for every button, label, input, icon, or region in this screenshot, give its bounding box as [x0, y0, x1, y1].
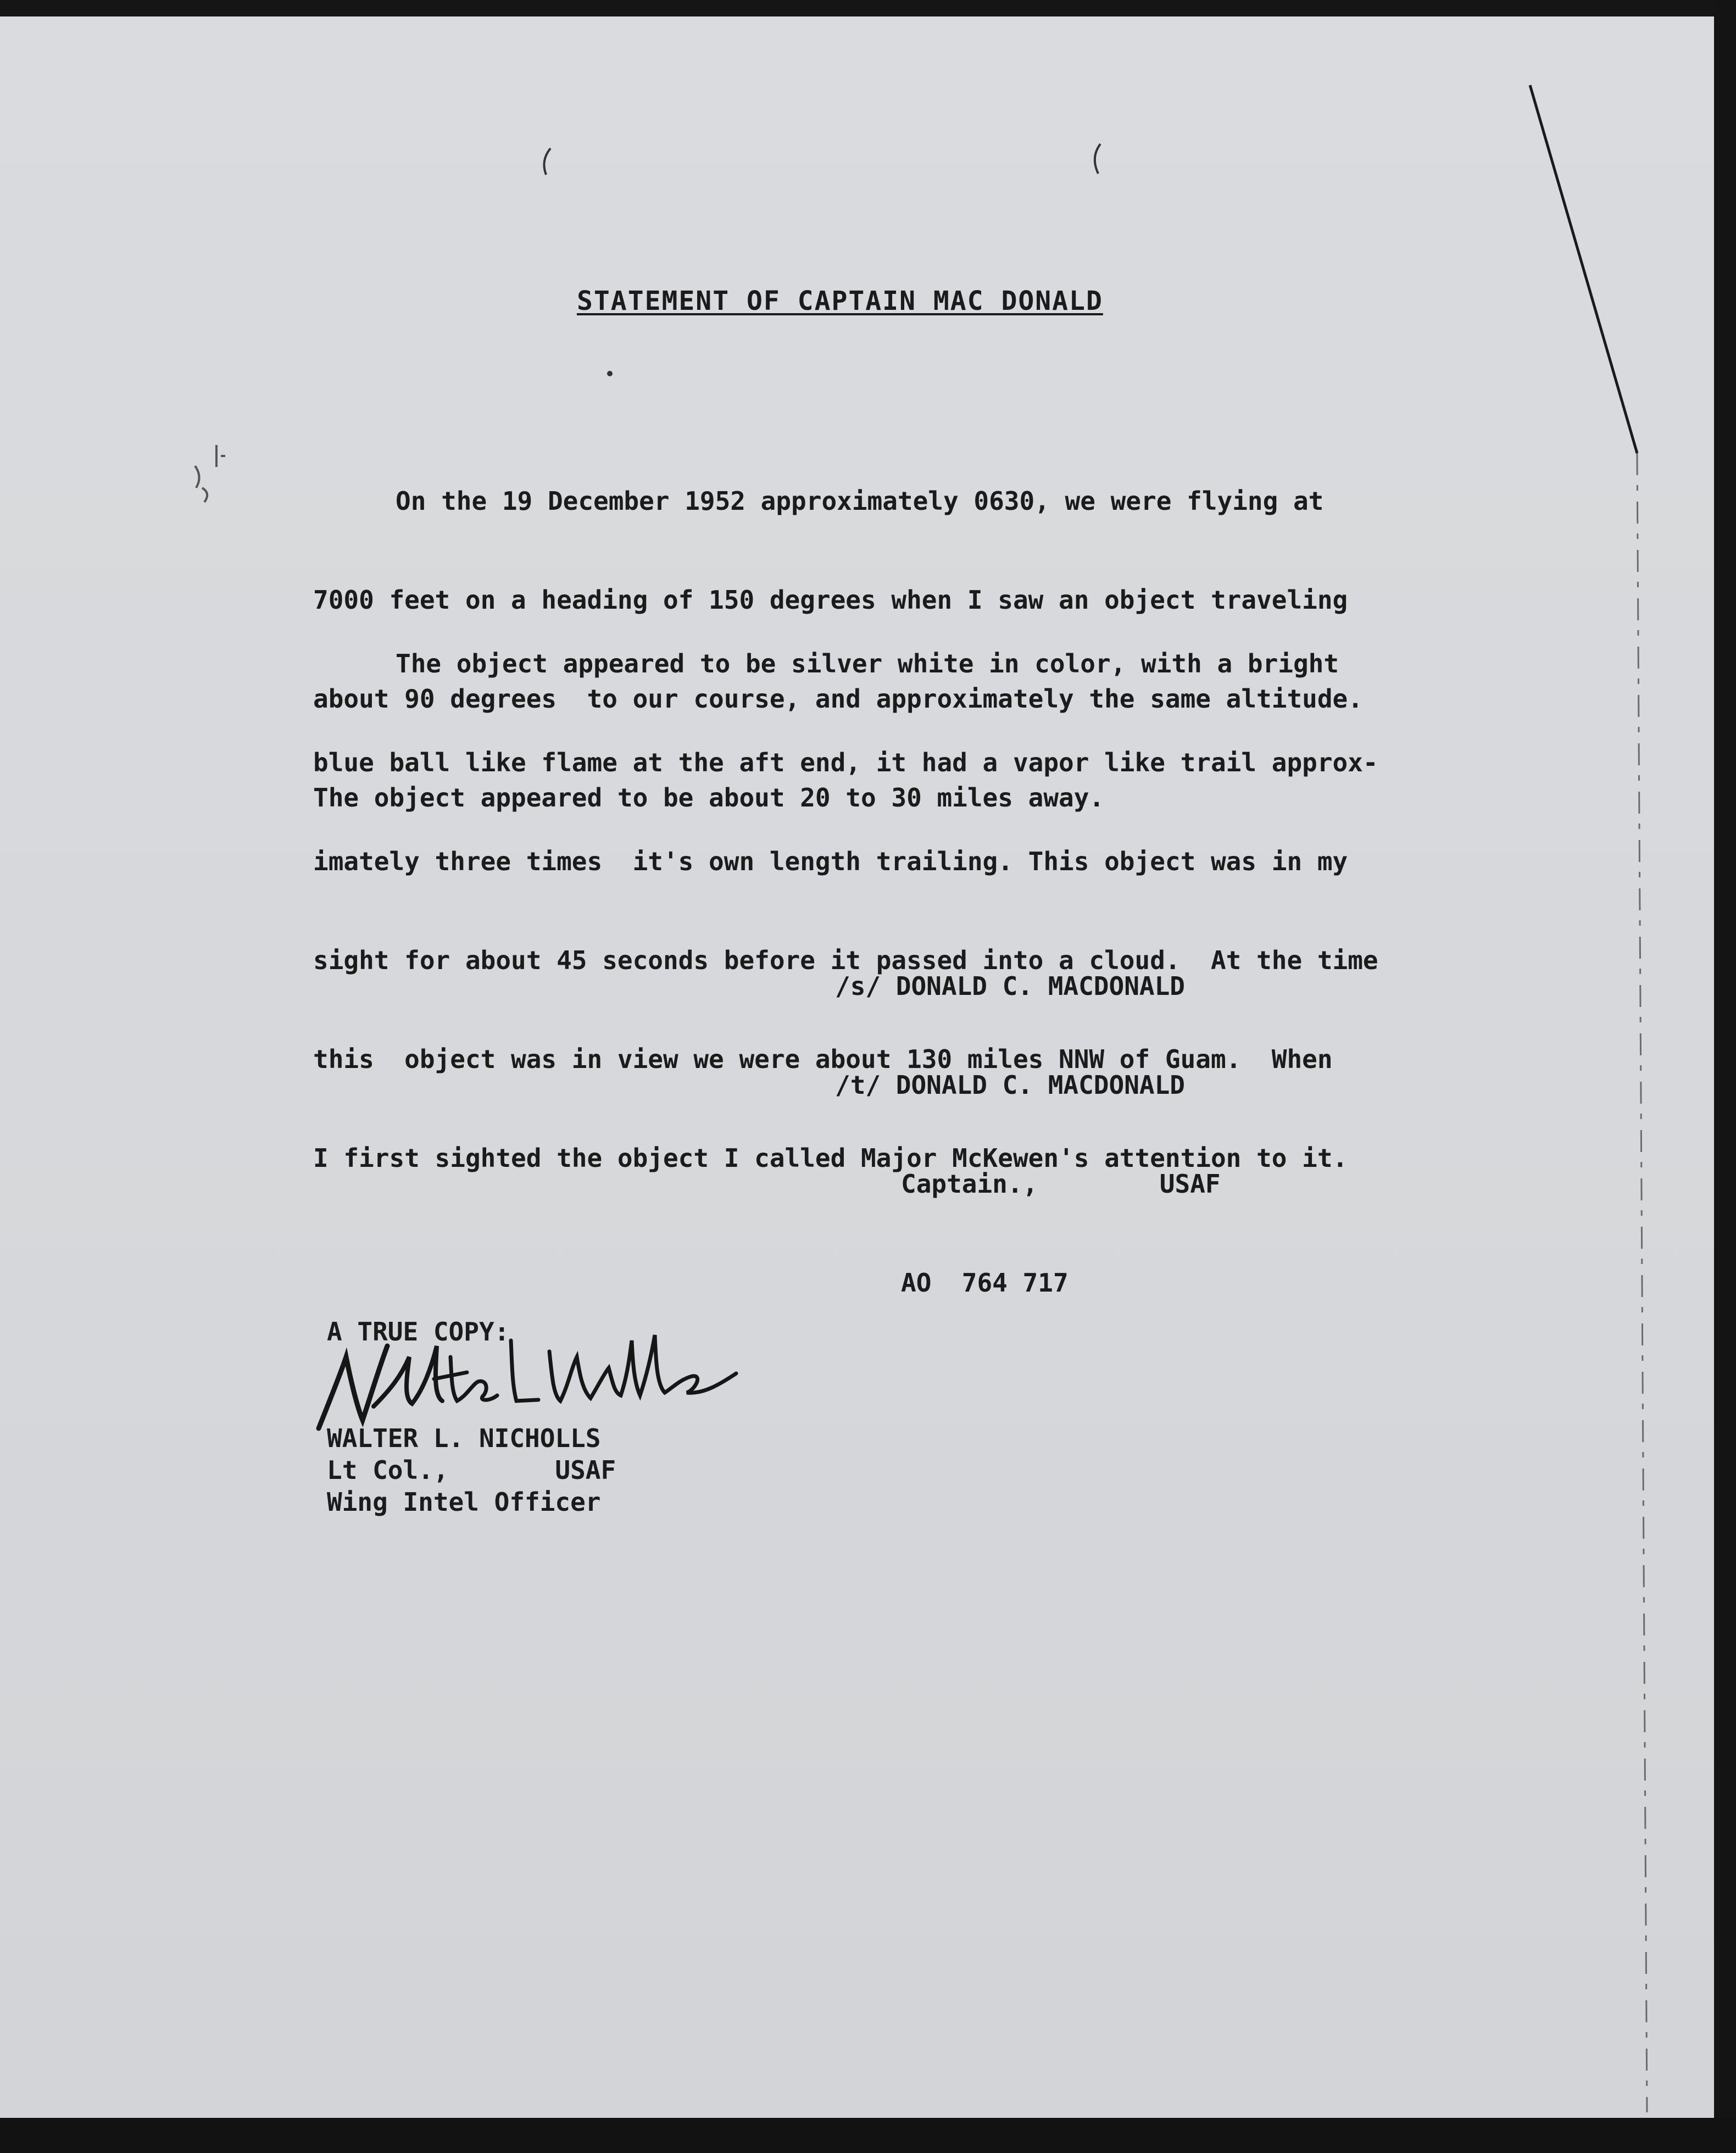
paragraph-line: about 90 degrees to our course, and approximately the same altitude.	[313, 684, 1363, 714]
paragraph-line: On the 19 December 1952 approximately 0630, we were flying at	[396, 486, 1324, 516]
right-margin-line	[1637, 453, 1647, 2112]
typed-name: /t/ DONALD C. MACDONALD	[835, 1070, 1185, 1100]
document-title: STATEMENT OF CAPTAIN MAC DONALD	[577, 286, 1103, 316]
paragraph-line: I first sighted the object I called Major McKewen's attention to it.	[313, 1143, 1348, 1173]
punch-mark-right	[1095, 144, 1100, 174]
paragraph-line: this object was in view we were about 130 miles NNW of Guam. When	[313, 1044, 1333, 1074]
pencil-margin-note	[195, 445, 225, 502]
signed-name: /s/ DONALD C. MACDONALD	[835, 971, 1185, 1001]
punch-mark-left	[544, 148, 550, 175]
paragraph-line: blue ball like flame at the aft end, it had a vapor like trail approx-	[313, 748, 1378, 777]
diagonal-fold-line	[1530, 85, 1637, 453]
certifier-office: Wing Intel Officer	[327, 1487, 601, 1517]
macdonald-signature-block	[835, 904, 1221, 1332]
paragraph-line: sight for about 45 seconds before it passed into a cloud. At the time	[313, 945, 1378, 975]
rank-line: Captain., USAF	[901, 1169, 1221, 1199]
true-copy-block	[327, 1316, 616, 1518]
paragraph-line: The object appeared to be about 20 to 30 miles away.	[313, 783, 1105, 813]
certifier-rank: Lt Col., USAF	[327, 1455, 616, 1485]
paragraph-line: The object appeared to be silver white in color, with a bright	[396, 649, 1339, 678]
certifier-name: WALTER L. NICHOLLS	[327, 1423, 601, 1453]
serial-number: AO 764 717	[901, 1268, 1069, 1298]
stray-dot	[607, 371, 613, 376]
paragraph-line: imately three times it's own length trailing. This object was in my	[313, 847, 1348, 876]
paragraph-line: 7000 feet on a heading of 150 degrees when I saw an object traveling	[313, 585, 1348, 615]
true-copy-heading: A TRUE COPY:	[327, 1317, 510, 1347]
